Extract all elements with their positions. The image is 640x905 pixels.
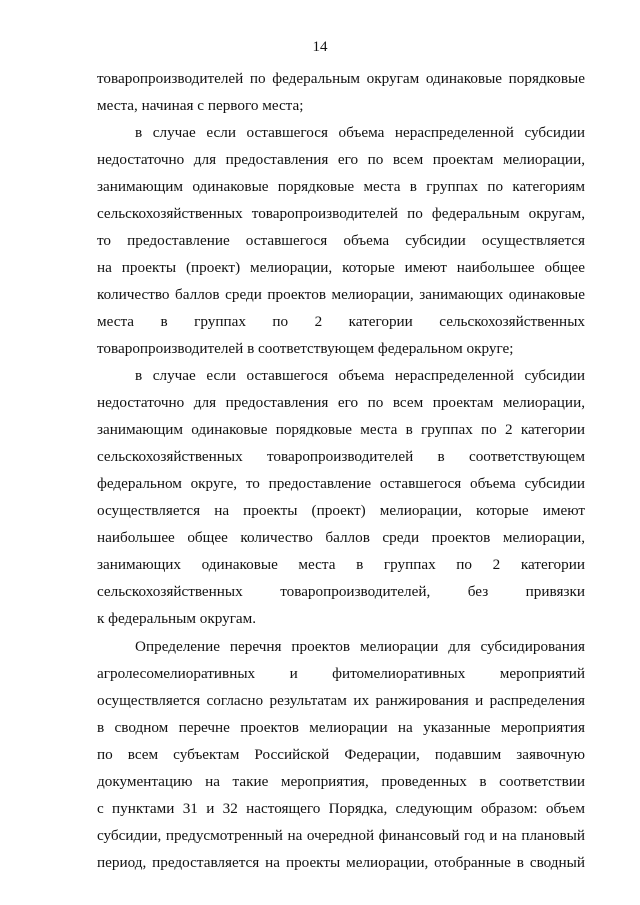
text-line: товаропроизводителей по федеральным округам одинаковые порядковые bbox=[97, 70, 585, 87]
text-line: товаропроизводителей в соответствующем федеральном округе; bbox=[97, 340, 514, 357]
text-line: агролесомелиоративных и фитомелиоративных мероприятий bbox=[97, 665, 585, 682]
text-line: наибольшее общее количество баллов среди проектов мелиорации, bbox=[97, 529, 585, 546]
text-line: с пунктами 31 и 32 настоящего Порядка, следующим образом: объем bbox=[97, 800, 585, 817]
text-line: занимающим одинаковые порядковые места в группах по 2 категории bbox=[97, 421, 585, 438]
text-line: занимающих одинаковые места в группах по 2 категории bbox=[97, 556, 585, 573]
text-line: места в группах по 2 категории сельскохозяйственных bbox=[97, 313, 585, 330]
text-line: недостаточно для предоставления его по всем проектам мелиорации, bbox=[97, 394, 585, 411]
text-line: сельскохозяйственных товаропроизводителей в соответствующем bbox=[97, 448, 585, 465]
text-line: количество баллов среди проектов мелиорации, занимающих одинаковые bbox=[97, 286, 585, 303]
text-line: к федеральным округам. bbox=[97, 610, 257, 627]
text-line: на проекты (проект) мелиорации, которые имеют наибольшее общее bbox=[97, 259, 585, 276]
text-line: сельскохозяйственных товаропроизводителей по федеральным округам, bbox=[97, 205, 585, 222]
paragraph-first-line: в случае если оставшегося объема нераспределенной субсидии bbox=[135, 124, 585, 141]
text-line: то предоставление оставшегося объема субсидии осуществляется bbox=[97, 232, 585, 249]
text-line: документацию на такие мероприятия, проведенных в соответствии bbox=[97, 773, 585, 790]
text-line: период, предоставляется на проекты мелиорации, отобранные в сводный bbox=[97, 854, 585, 871]
text-line: федеральном округе, то предоставление оставшегося объема субсидии bbox=[97, 475, 585, 492]
text-line: осуществляется на проекты (проект) мелиорации, которые имеют bbox=[97, 502, 585, 519]
text-line: места, начиная с первого места; bbox=[97, 97, 304, 114]
text-line: по всем субъектам Российской Федерации, подавшим заявочную bbox=[97, 746, 585, 763]
text-line: занимающим одинаковые порядковые места в группах по категориям bbox=[97, 178, 585, 195]
page-number: 14 bbox=[312, 39, 328, 55]
text-line: осуществляется согласно результатам их ранжирования и распределения bbox=[97, 692, 585, 709]
text-line: субсидии, предусмотренный на очередной финансовый год и на плановый bbox=[97, 827, 585, 844]
paragraph-first-line: в случае если оставшегося объема нераспределенной субсидии bbox=[135, 367, 585, 384]
text-line: в сводном перечне проектов мелиорации на указанные мероприятия bbox=[97, 719, 585, 736]
text-line: сельскохозяйственных товаропроизводителей, без привязки bbox=[97, 583, 585, 600]
text-line: недостаточно для предоставления его по всем проектам мелиорации, bbox=[97, 151, 585, 168]
paragraph-first-line: Определение перечня проектов мелиорации для субсидирования bbox=[135, 638, 585, 655]
